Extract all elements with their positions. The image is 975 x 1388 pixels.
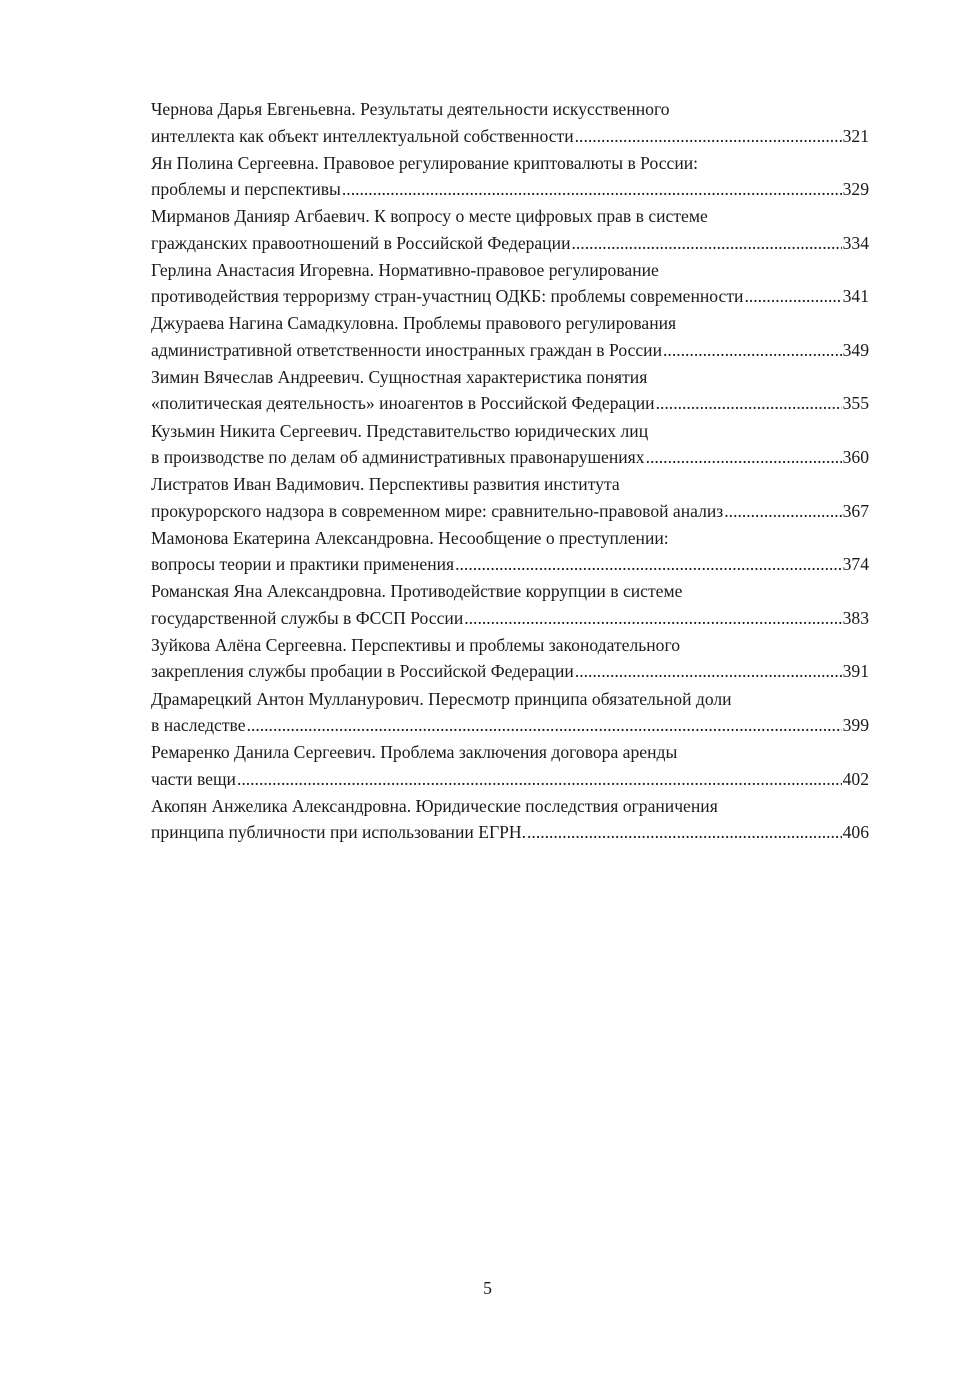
toc-entry-title-line2 [151, 819, 869, 846]
toc-entry-text: проблемы и перспективы [151, 179, 341, 200]
toc-entry-text: закрепления службы пробации в Российской Федерации [151, 661, 574, 682]
toc-entry-title-line1: Мамонова Екатерина Александровна. Несообщение о преступлении: [151, 527, 669, 548]
dot-leader [724, 498, 841, 525]
toc-entry [151, 793, 869, 847]
toc-entry-title-line2 [151, 230, 869, 257]
dot-leader [575, 123, 842, 150]
toc-entry-page: 402 [842, 768, 869, 789]
toc-entry-title-line2 [151, 390, 869, 417]
toc-entry-text: в производстве по делам об административных правонарушениях [151, 447, 645, 468]
toc-entry-title-line1: Джураева Нагина Самадкуловна. Проблемы правового регулирования [151, 313, 677, 334]
dot-leader [455, 551, 841, 578]
toc-entry-title-line2 [151, 605, 869, 632]
toc-entry-page: 334 [842, 232, 869, 253]
toc-entry-title-line1: Драмарецкий Антон Мулланурович. Пересмотр принципа обязательной доли [151, 688, 732, 709]
dot-leader [237, 766, 842, 793]
toc-entry-title-line1: Зуйкова Алёна Сергеевна. Перспективы и проблемы законодательного [151, 634, 681, 655]
toc-entry-title-line1: Романская Яна Александровна. Противодействие коррупции в системе [151, 581, 683, 602]
toc-entry [151, 471, 869, 525]
dot-leader [663, 337, 842, 364]
toc-entry-text: части вещи [151, 768, 236, 789]
toc-entry-page: 360 [842, 447, 869, 468]
toc-entry-page: 367 [842, 500, 869, 521]
toc-entry-title-line2 [151, 551, 869, 578]
toc-entry-page: 391 [842, 661, 869, 682]
toc-entry-text: административной ответственности иностранных граждан в России [151, 339, 663, 360]
toc-entry-text: в наследстве [151, 715, 246, 736]
toc-entry-title-line2 [151, 283, 869, 310]
toc-entry-page: 399 [842, 715, 869, 736]
toc-entry-title-line1: Ремаренко Данила Сергеевич. Проблема заключения договора аренды [151, 742, 678, 763]
dot-leader [464, 605, 841, 632]
toc-entry-title-line2 [151, 123, 869, 150]
toc-entry-title-line1: Кузьмин Никита Сергеевич. Представительство юридических лиц [151, 420, 649, 441]
toc-entry-title-line2 [151, 658, 869, 685]
toc-entry [151, 364, 869, 418]
toc-entry-text: вопросы теории и практики применения [151, 554, 455, 575]
toc-entry-page: 341 [842, 286, 869, 307]
toc-entry-page: 329 [842, 179, 869, 200]
toc-entry-title-line2 [151, 498, 869, 525]
toc-entry-title-line1: Зимин Вячеслав Андреевич. Сущностная характеристика понятия [151, 366, 648, 387]
toc-entry-text: гражданских правоотношений в Российской Федерации [151, 232, 571, 253]
toc-entry [151, 257, 869, 311]
toc-entry [151, 310, 869, 364]
toc-entry [151, 150, 869, 204]
dot-leader [656, 390, 842, 417]
toc-entry-page: 383 [842, 607, 869, 628]
toc-entry-title-line2 [151, 337, 869, 364]
toc-entry-page: 349 [842, 339, 869, 360]
toc-entry-title-line2 [151, 712, 869, 739]
dot-leader [575, 658, 842, 685]
toc-entry-title-line1: Чернова Дарья Евгеньевна. Результаты деятельности искусственного [151, 99, 670, 119]
toc-entry [151, 525, 869, 579]
toc-entry-page: 355 [842, 393, 869, 414]
toc-entry-page: 374 [842, 554, 869, 575]
toc-entry-title-line2 [151, 444, 869, 471]
toc-entry [151, 203, 869, 257]
toc-entry [151, 632, 869, 686]
dot-leader [527, 819, 842, 846]
toc-entry [151, 96, 869, 150]
dot-leader [744, 283, 841, 310]
toc-entry-text: «политическая деятельность» иноагентов в Российской Федерации [151, 393, 655, 414]
toc-entry [151, 578, 869, 632]
dot-leader [646, 444, 842, 471]
toc-entry-text: противодействия терроризму стран-участниц ОДКБ: проблемы современности [151, 286, 744, 307]
toc-entry-text: государственной службы в ФССП России [151, 607, 464, 628]
dot-leader [247, 712, 842, 739]
toc-entry-title-line2 [151, 176, 869, 203]
toc-entry-title-line2 [151, 766, 869, 793]
table-of-contents [151, 96, 869, 846]
toc-entry-text: интеллекта как объект интеллектуальной собственности [151, 125, 574, 146]
toc-entry-text: принципа публичности при использовании ЕГРН. [151, 822, 527, 843]
toc-entry [151, 739, 869, 793]
toc-entry-title-line1: Мирманов Данияр Агбаевич. К вопросу о месте цифровых прав в системе [151, 206, 708, 227]
toc-entry-title-line1: Ян Полина Сергеевна. Правовое регулирование криптовалюты в России: [151, 152, 699, 173]
toc-entry-title-line1: Листратов Иван Вадимович. Перспективы развития института [151, 474, 620, 495]
dot-leader [572, 230, 842, 257]
toc-entry-title-line1: Акопян Анжелика Александровна. Юридические последствия ограничения [151, 795, 718, 816]
dot-leader [342, 176, 842, 203]
toc-entry-text: прокурорского надзора в современном мире: сравнительно-правовой анализ [151, 500, 724, 521]
toc-entry-page: 406 [842, 822, 869, 843]
toc-entry-page: 321 [842, 125, 869, 146]
toc-entry-title-line1: Герлина Анастасия Игоревна. Нормативно-правовое регулирование [151, 259, 659, 280]
toc-entry [151, 686, 869, 740]
page-number: 5 [483, 1278, 492, 1298]
toc-entry [151, 418, 869, 472]
